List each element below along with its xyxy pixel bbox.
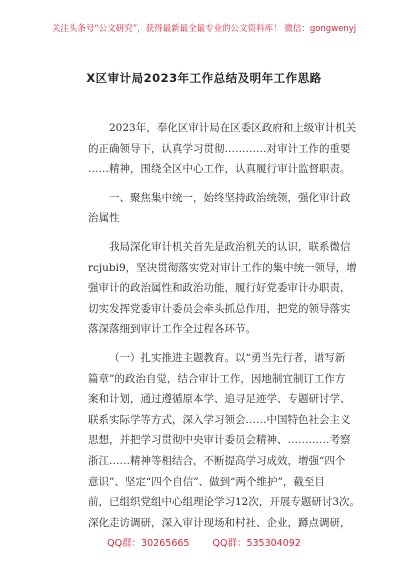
footer — [0, 535, 408, 549]
paragraph-line: rcjubi9，坚决贯彻落实党对审计工作的集中统一领导，增 — [88, 261, 357, 274]
qq-group-2: QQ群：535304092 — [212, 538, 301, 549]
document-body — [88, 118, 361, 533]
paragraph-line: （一）扎实推进主题教育。以“勇当先行者，谱写新 — [109, 351, 346, 364]
section-heading-line: 治属性 — [88, 212, 120, 225]
top-banner: 关注头条号“公文研究”，获得最新最全最专业的公文资料库！ 微信：gongwenyj — [51, 24, 357, 34]
paragraph-line: 案和计划，通过遵循原本学、追寻足迹学、专题研讨学、 — [88, 393, 351, 406]
document-title: X区审计局2023年工作总结及明年工作思路 — [86, 71, 322, 85]
paragraph-line: ……精神，围绕全区中心工作，认真履行审计监督职责。 — [88, 163, 351, 176]
paragraph-line: 的正确领导下，认真学习贯彻…………对审计工作的重要 — [88, 142, 351, 155]
paragraph-line: 深化走访调研，深入审计现场和村社、企业，蹲点调研， — [88, 516, 351, 529]
paragraph-line: 浙江……精神等相结合，不断提高学习成效，增强“四个 — [88, 454, 346, 467]
section-heading-line: 一、聚焦集中统一，始终坚持政治统领，强化审计政 — [109, 191, 351, 204]
qq-group-1: QQ群：30265665 — [107, 538, 190, 549]
paragraph-line: 落深落细到审计工作全过程各环节。 — [88, 323, 256, 336]
paragraph-line: 联系实际学等方式，深入学习领会……中国特色社会主义 — [88, 413, 351, 426]
paragraph-line: 强审计的政治属性和政治功能，履行好党委审计办职责， — [88, 282, 351, 295]
paragraph-line: 2023年，奉化区审计局在区委区政府和上级审计机关 — [109, 122, 357, 134]
paragraph-line: 前，已组织党组中心组理论学习12次，开展专题研讨3次。 — [88, 496, 361, 509]
paragraph-line: 思想，并把学习贯彻中央审计委员会精神、…………考察 — [88, 434, 351, 447]
paragraph-line: 我局深化审计机关首先是政治机关的认识，联系微信 — [109, 240, 351, 253]
paragraph-line: 篇章”的政治自觉，结合审计工作，因地制宜制订工作方 — [88, 372, 346, 385]
paragraph-line: 切实发挥党委审计委员会牵头抓总作用，把党的领导落实 — [88, 302, 351, 315]
paragraph-line: 意识”、坚定“四个自信”、做到“两个维护”，截至目 — [88, 475, 325, 488]
